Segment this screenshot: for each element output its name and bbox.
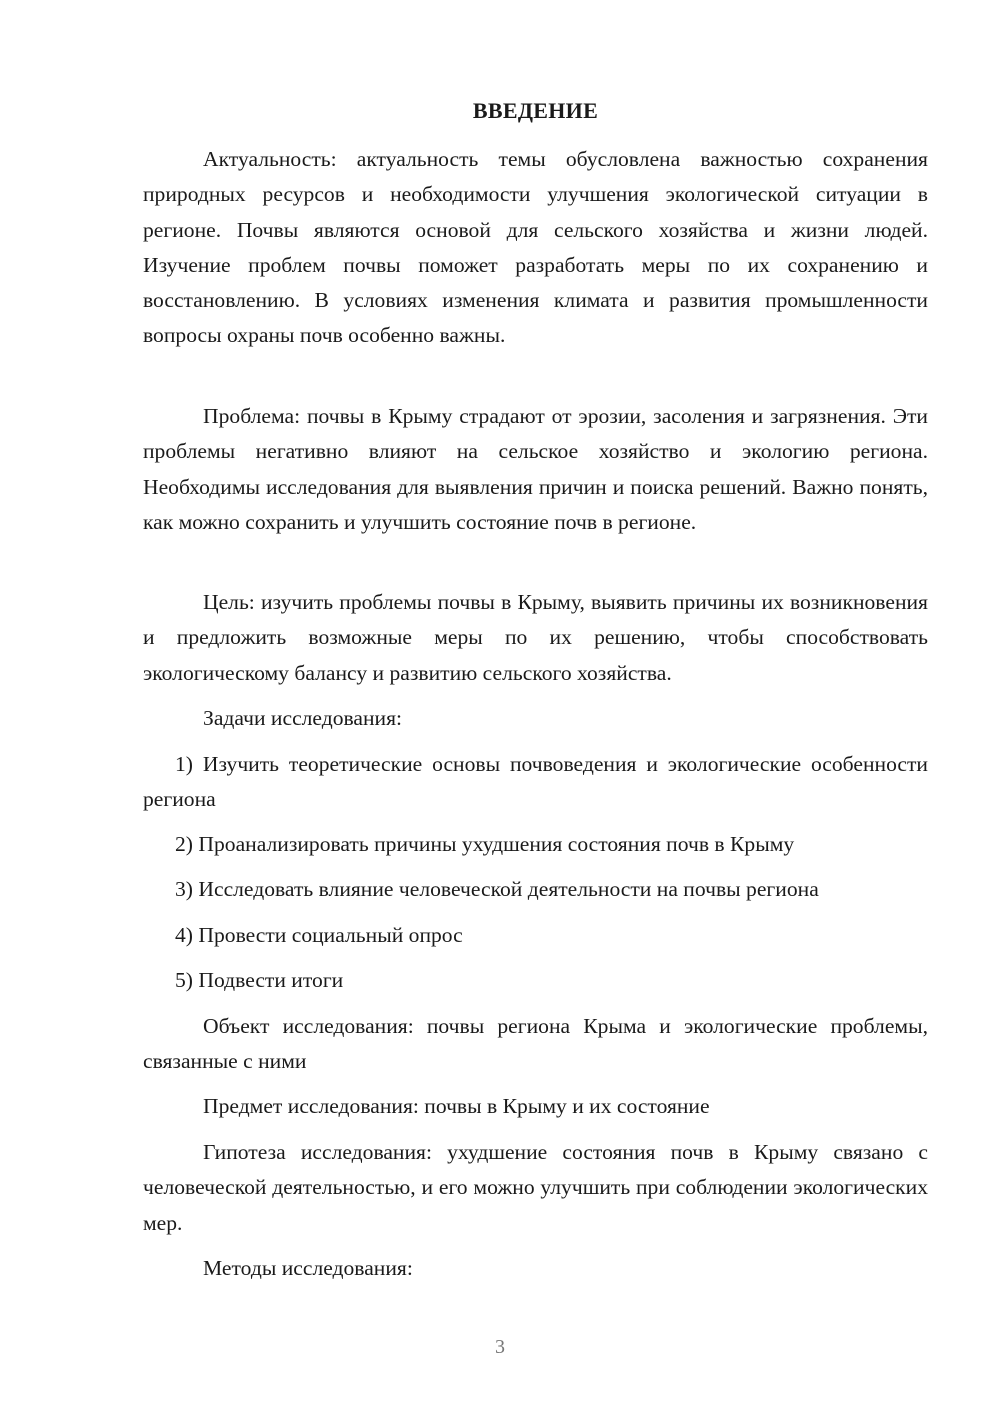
relevance-paragraph: Актуальность: актуальность темы обусловлена важностью сохранения природных ресурсов и необходимости улучшения экологической ситуации в регионе. Почвы являются основой для сельского хозяйства и жизни людей. Изучение проблем почвы поможет разработать меры по их сохранению и восстановлению. В условиях изменения климата и развития промышленности вопросы охраны почв особенно важны. (143, 147, 928, 348)
methods-heading: Методы исследования: (203, 1256, 413, 1280)
problem-paragraph: Проблема: почвы в Крыму страдают от эрозии, засоления и загрязнения. Эти проблемы негативно влияют на сельское хозяйство и экологию региона. Необходимы исследования для выявления причин и поиска решений. Важно понять, как можно сохранить и улучшить состояние почв в регионе. (143, 404, 928, 534)
page-title: ВВЕДЕНИЕ (472, 98, 599, 123)
hypothesis-paragraph: Гипотеза исследования: ухудшение состояния почв в Крыму связано с человеческой деятельностью, и его можно улучшить при соблюдении экологических мер. (143, 1140, 928, 1235)
page-number: 3 (495, 1336, 505, 1358)
task-item-4: 4) Провести социальный опрос (175, 923, 463, 947)
subject-paragraph: Предмет исследования: почвы в Крыму и их состояние (203, 1094, 710, 1118)
task-item-5: 5) Подвести итоги (175, 968, 344, 992)
task-item-1: 1) Изучить теоретические основы почвоведения и экологические особенности региона (143, 752, 928, 812)
task-item-3: 3) Исследовать влияние человеческой деятельности на почвы региона (175, 877, 819, 901)
goal-paragraph: Цель: изучить проблемы почвы в Крыму, выявить причины их возникновения и предложить возможные меры по их решению, чтобы способствовать экологическому балансу и развитию сельского хозяйства. (143, 590, 928, 685)
object-paragraph: Объект исследования: почвы региона Крыма и экологические проблемы, связанные с ними (143, 1014, 928, 1074)
task-item-2: 2) Проанализировать причины ухудшения состояния почв в Крыму (175, 832, 795, 856)
tasks-heading: Задачи исследования: (203, 706, 403, 730)
